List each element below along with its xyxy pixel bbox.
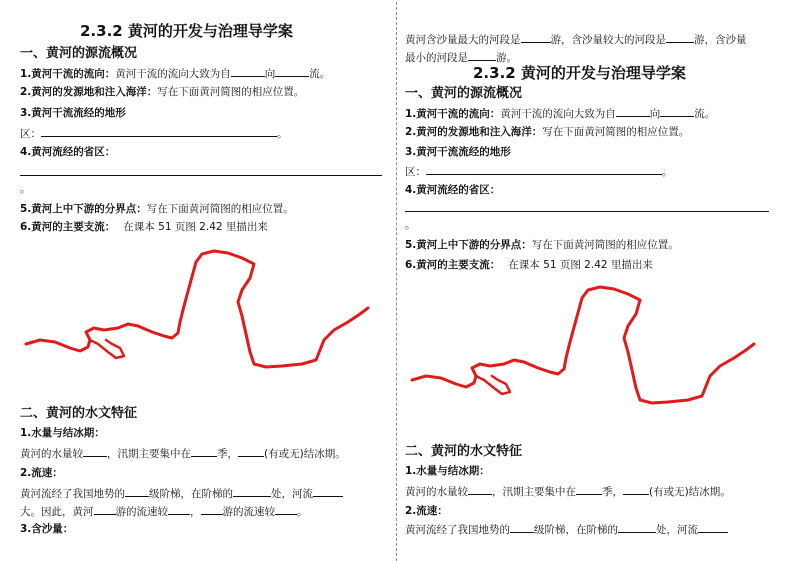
question-speed-label: 2.流速：: [405, 505, 448, 517]
blank[interactable]: [623, 484, 649, 495]
question-speed-label: 2.流速：: [20, 467, 63, 479]
question-terrain-answer: 区： 。: [20, 128, 288, 140]
blank[interactable]: [231, 66, 265, 77]
blank[interactable]: [660, 106, 694, 117]
question-speed-answer-1: 黄河流经了我国地势的 级阶梯，在阶梯的 处，河流: [405, 522, 728, 537]
section-heading-hydrology: 二、黄河的水文特征: [20, 406, 138, 421]
section-heading-source: 一、黄河的源流概况: [405, 86, 523, 101]
question-source-and-sea: 2.黄河的发源地和注入海洋：写在下面黄河简图的相应位置。: [405, 126, 690, 138]
blank[interactable]: [125, 486, 149, 497]
blank[interactable]: [41, 126, 277, 137]
river-path: [412, 287, 754, 403]
blank[interactable]: [468, 50, 496, 61]
blank[interactable]: [618, 522, 656, 533]
question-provinces-label: 4.黄河流经的省区：: [405, 184, 501, 196]
page-title: 2.3.2 黄河的开发与治理导学案: [80, 22, 293, 40]
answer-line[interactable]: [405, 211, 769, 212]
question-tributaries: 6.黄河的主要支流： 在课本 51 页图 2.42 里描出来: [20, 221, 268, 233]
blank[interactable]: [426, 164, 662, 175]
question-flow-direction: 1.黄河干流的流向：黄河干流的流向大致为自 向 流。: [20, 68, 331, 80]
blank[interactable]: [666, 32, 694, 43]
worksheet-left: [20, 0, 386, 561]
section-heading-source: 一、黄河的源流概况: [20, 46, 138, 61]
question-source-and-sea: 2.黄河的发源地和注入海洋：写在下面黄河简图的相应位置。: [20, 86, 305, 98]
blank[interactable]: [233, 486, 271, 497]
blank[interactable]: [698, 522, 728, 533]
question-boundary-points: 5.黄河上中下游的分界点：写在下面黄河简图的相应位置。: [20, 203, 294, 215]
blank[interactable]: [238, 446, 264, 457]
question-terrain-answer: 区： 。: [405, 166, 673, 178]
question-sediment-label: 3.含沙量：: [20, 523, 74, 535]
question-flow-direction: 1.黄河干流的流向：黄河干流的流向大致为自 向 流。: [405, 108, 716, 120]
blank[interactable]: [275, 504, 297, 515]
blank[interactable]: [468, 484, 492, 495]
question-terrain-label: 3.黄河干流流经的地形: [20, 107, 126, 119]
question-provinces-label: 4.黄河流经的省区：: [20, 146, 116, 158]
blank[interactable]: [94, 504, 116, 515]
blank[interactable]: [510, 522, 534, 533]
question-speed-answer-2: 大。因此，黄河 游的流速较 ， 游的流速较 。: [20, 506, 308, 518]
blank[interactable]: [83, 446, 107, 457]
question-tributaries: 6.黄河的主要支流： 在课本 51 页图 2.42 里描出来: [405, 259, 653, 271]
blank[interactable]: [576, 484, 602, 495]
section-heading-hydrology: 二、黄河的水文特征: [405, 444, 523, 459]
question-sediment-answer-1: 黄河含沙量最大的河段是 游，含沙量较大的河段是 游，含沙量: [405, 34, 747, 46]
question-volume-answer: 黄河的水量较 ，汛期主要集中在 季， (有或无)结冰期。: [20, 448, 346, 460]
yellow-river-outline-map: [405, 280, 773, 420]
question-terrain-label: 3.黄河干流流经的地形: [405, 146, 511, 158]
blank[interactable]: [168, 504, 190, 515]
yellow-river-outline-map: [20, 244, 386, 384]
question-boundary-points: 5.黄河上中下游的分界点：写在下面黄河简图的相应位置。: [405, 239, 679, 251]
blank[interactable]: [313, 486, 343, 497]
answer-end-mark: 。: [20, 183, 31, 195]
page-title: 2.3.2 黄河的开发与治理导学案: [473, 64, 686, 82]
question-speed-answer-1: 黄河流经了我国地势的 级阶梯，在阶梯的 处，河流: [20, 486, 343, 501]
answer-end-mark: 。: [405, 219, 416, 231]
river-path: [26, 251, 368, 367]
question-sediment-answer-2: 最小的河段是 游。: [405, 52, 517, 64]
column-divider: [396, 2, 397, 561]
question-volume-label: 1.水量与结冰期：: [405, 465, 490, 477]
blank[interactable]: [616, 106, 650, 117]
answer-line[interactable]: [20, 175, 382, 176]
question-volume-answer: 黄河的水量较 ，汛期主要集中在 季， (有或无)结冰期。: [405, 486, 731, 498]
blank[interactable]: [275, 66, 309, 77]
blank[interactable]: [191, 446, 217, 457]
worksheet-right: [405, 0, 773, 561]
river-path-loop: [90, 340, 124, 358]
blank[interactable]: [521, 32, 551, 43]
blank[interactable]: [201, 504, 223, 515]
river-path-loop: [476, 376, 510, 394]
question-volume-label: 1.水量与结冰期：: [20, 427, 105, 439]
